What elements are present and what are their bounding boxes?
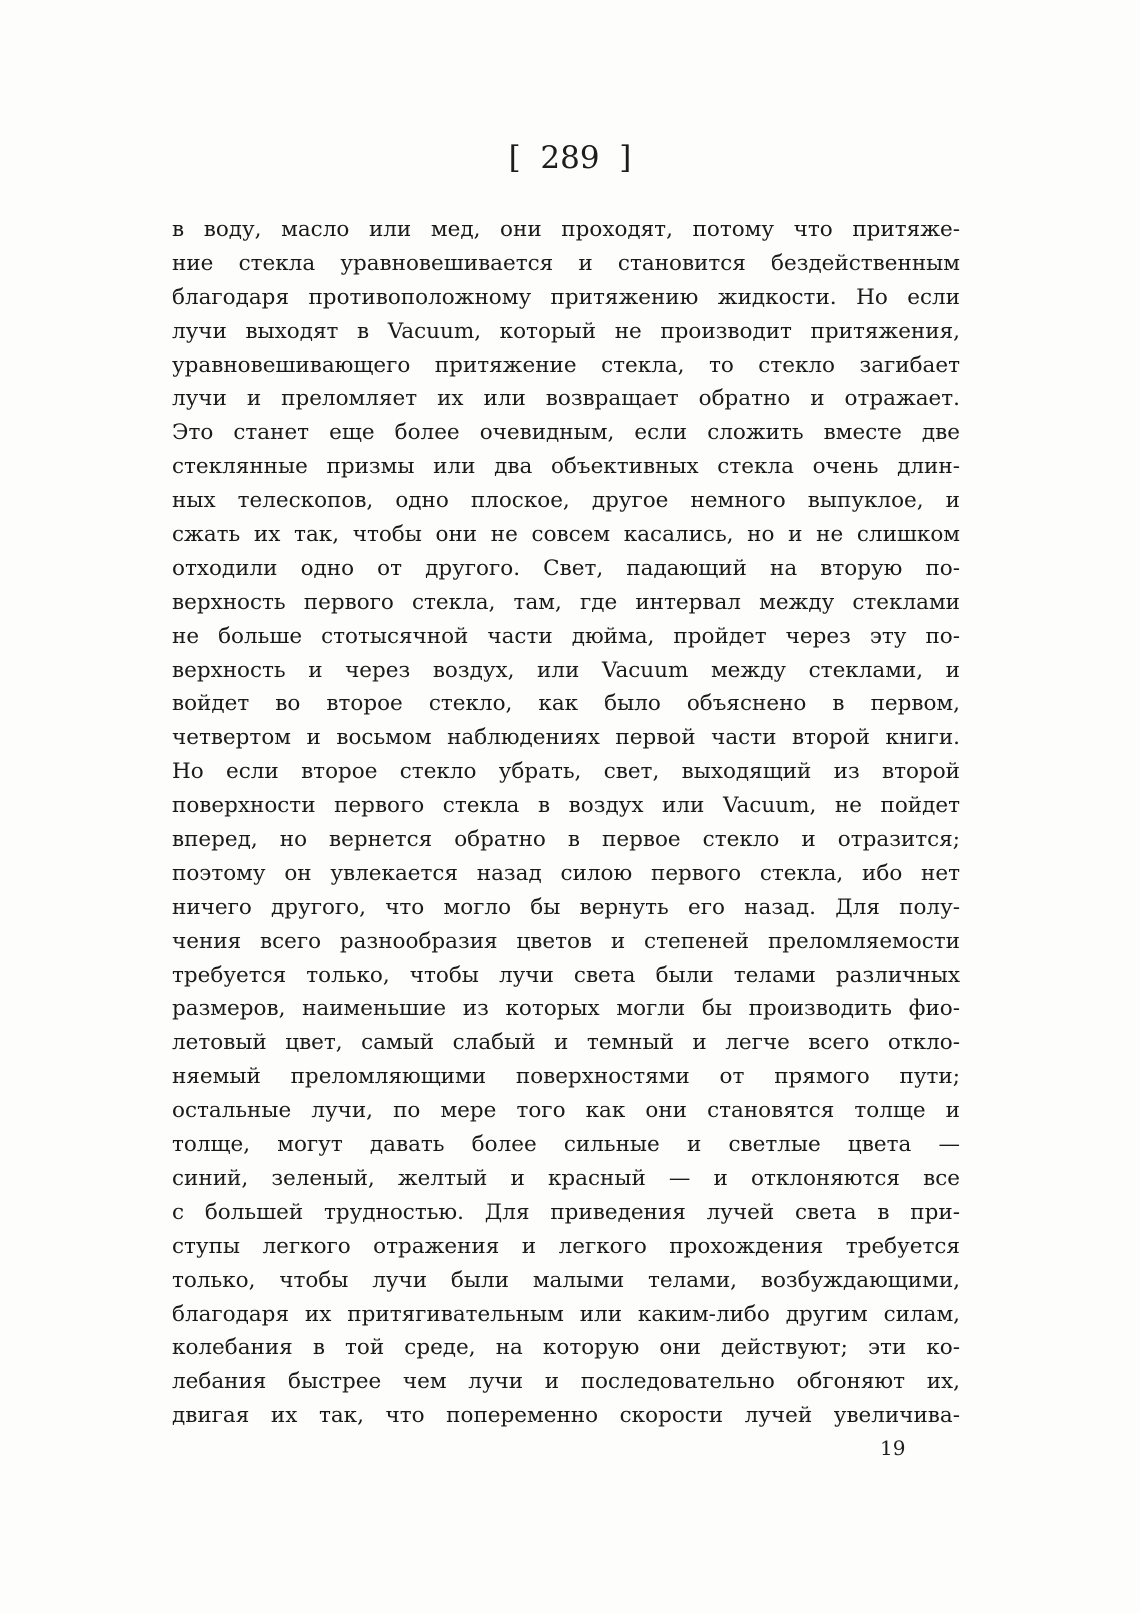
text-line: размеров, наименьшие из которых могли бы производить фио- xyxy=(172,996,960,1022)
text-line: сжать их так, чтобы они не совсем касались, но и не слишком xyxy=(172,522,960,548)
text-line: лучи выходят в Vacuum, который не производит притяжения, xyxy=(172,318,960,344)
text-line: поэтому он увлекается назад силою первого стекла, ибо нет xyxy=(172,860,960,886)
text-line: вперед, но вернется обратно в первое стекло и отразится; xyxy=(172,827,960,853)
text-line: ничего другого, что могло бы вернуть его назад. Для полу- xyxy=(172,894,960,920)
text-line: верхность и через воздух, или Vacuum между стеклами, и xyxy=(172,657,960,683)
text-line: благодаря противоположному притяжению жидкости. Но если xyxy=(172,284,960,310)
text-line: лебания быстрее чем лучи и последовательно обгоняют их, xyxy=(172,1369,960,1395)
text-line: лучи и преломляет их или возвращает обратно и отражает. xyxy=(172,386,960,412)
text-line: только, чтобы лучи были малыми телами, возбуждающими, xyxy=(172,1267,960,1293)
text-line: благодаря их притягивательным или каким-либо другим силам, xyxy=(172,1301,960,1327)
text-line: двигая их так, что попеременно скорости лучей увеличива- xyxy=(172,1403,960,1429)
text-line: ных телескопов, одно плоское, другое немного выпуклое, и xyxy=(172,488,960,514)
text-line: войдет во второе стекло, как было объяснено в первом, xyxy=(172,691,960,717)
text-line: остальные лучи, по мере того как они становятся толще и xyxy=(172,1098,960,1124)
text-line: ступы легкого отражения и легкого прохождения требуется xyxy=(172,1233,960,1259)
text-line: в воду, масло или мед, они проходят, потому что притяже- xyxy=(172,217,960,242)
body-text xyxy=(172,213,960,1433)
text-line: с большей трудностью. Для приведения лучей света в при- xyxy=(172,1199,960,1225)
text-line: няемый преломляющими поверхностями от прямого пути; xyxy=(172,1064,960,1090)
text-line: толще, могут давать более сильные и светлые цвета — xyxy=(172,1132,960,1158)
text-line: колебания в той среде, на которую они действуют; эти ко- xyxy=(172,1335,960,1361)
text-line: ние стекла уравновешивается и становится бездейственным xyxy=(172,250,960,276)
text-line: Но если второе стекло убрать, свет, выходящий из второй xyxy=(172,759,960,785)
text-line: отходили одно от другого. Свет, падающий на вторую по- xyxy=(172,555,960,581)
text-line: четвертом и восьмом наблюдениях первой части второй книги. xyxy=(172,725,960,751)
signature-mark: 19 xyxy=(880,1436,906,1460)
text-line: поверхности первого стекла в воздух или Vacuum, не пойдет xyxy=(172,793,960,819)
page-number: [ 289 ] xyxy=(508,140,632,176)
text-line: синий, зеленый, желтый и красный — и отклоняются все xyxy=(172,1165,960,1191)
text-line: верхность первого стекла, там, где интервал между стеклами xyxy=(172,589,960,615)
text-line: стеклянные призмы или два объективных стекла очень длин- xyxy=(172,454,960,480)
text-line: требуется только, чтобы лучи света были телами различных xyxy=(172,962,960,988)
text-line: Это станет еще более очевидным, если сложить вместе две xyxy=(172,420,960,446)
text-line: чения всего разнообразия цветов и степеней преломляемости xyxy=(172,928,960,954)
text-line: летовый цвет, самый слабый и темный и легче всего откло- xyxy=(172,1030,960,1056)
text-line: уравновешивающего притяжение стекла, то стекло загибает xyxy=(172,352,960,378)
text-line: не больше стотысячной части дюйма, пройдет через эту по- xyxy=(172,623,960,649)
